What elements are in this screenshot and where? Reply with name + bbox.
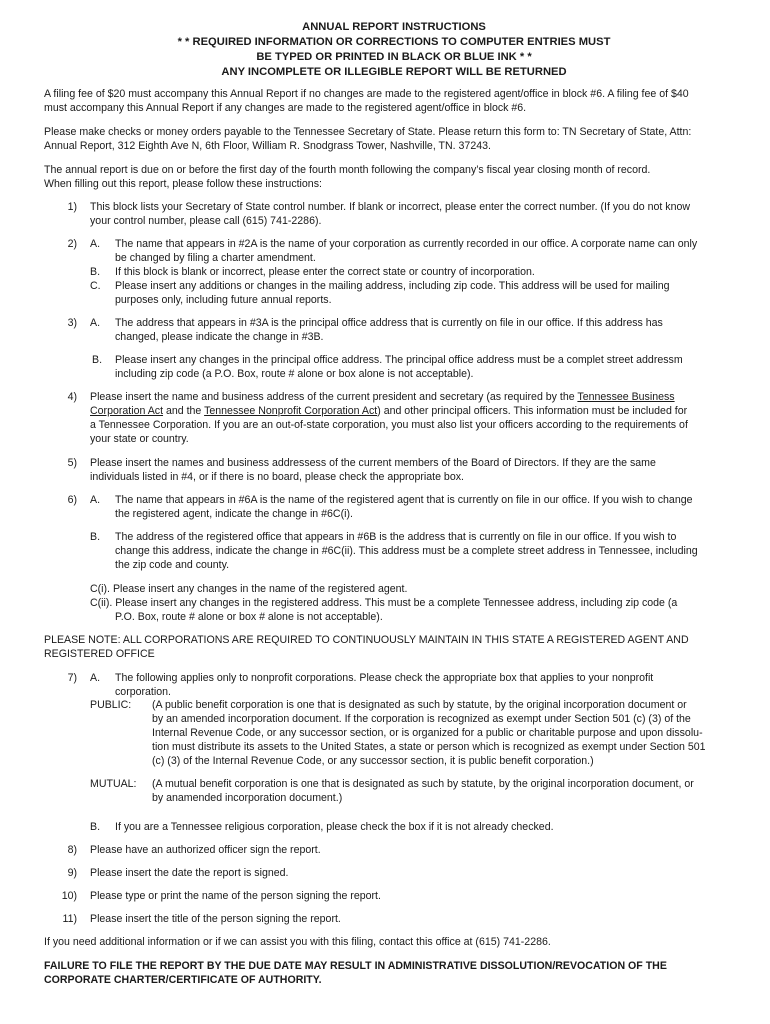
item-text: Please have an authorized officer sign the report. bbox=[90, 844, 321, 856]
sub-letter: B. bbox=[90, 266, 101, 278]
item-number: 9) bbox=[67, 867, 77, 879]
tn-nonprofit-corp-act-ref: Tennessee Nonprofit Corporation Act bbox=[204, 405, 378, 417]
item-number: 2) bbox=[67, 238, 77, 250]
item-text: Please insert any changes in the principal office address. The principal office address must be a complet street addressm bbox=[115, 354, 683, 366]
item-text: by an amended incorporation document. If the corporation is recognized as exempt under Section 501 (c) (3) of the bbox=[152, 713, 691, 725]
item-text: tion must distribute its assets to the United States, a state or person which is recognized as exempt under Section 501 bbox=[152, 741, 706, 753]
item-text: C(ii). Please insert any changes in the registered address. This must be a complete Tennessee address, including zip code (a bbox=[90, 597, 678, 609]
item-text: by anamended incorporation document.) bbox=[152, 792, 343, 804]
item-text: P.O. Box, route # alone or box # alone is not acceptable). bbox=[115, 611, 383, 623]
item-text: Please insert the names and business addressess of the current members of the Board of Directors. If they are the same bbox=[90, 457, 656, 469]
sub-letter: C. bbox=[90, 280, 101, 292]
sub-letter: B. bbox=[92, 354, 103, 366]
item-text: individuals listed in #4, or if there is no board, please check the appropriate box. bbox=[90, 471, 464, 483]
item-text: be changed by filing a charter amendment. bbox=[115, 252, 316, 264]
sub-letter: A. bbox=[90, 672, 101, 684]
item-number: 8) bbox=[67, 844, 77, 856]
item-text: Internal Revenue Code, or any successor section, or is organized for a public or charitable purpose and upon dissolu- bbox=[152, 727, 703, 739]
failure-warning-1: FAILURE TO FILE THE REPORT BY THE DUE DATE MAY RESULT IN ADMINISTRATIVE DISSOLUTION/REVOCATION OF THE bbox=[44, 960, 667, 972]
item-text: a Tennessee Corporation. If you are an out-of-state corporation, you must also list your officers according to the requirements of bbox=[90, 419, 688, 431]
item-number: 3) bbox=[67, 317, 77, 329]
sub-letter: B. bbox=[90, 531, 101, 543]
sub-letter: A. bbox=[90, 238, 101, 250]
item-text: The address of the registered office that appears in #6B is the address that is currently on file in our office. If you wish to bbox=[115, 531, 677, 543]
public-label: PUBLIC: bbox=[90, 699, 132, 711]
sub-letter: A. bbox=[90, 494, 101, 506]
item-text: The following applies only to nonprofit corporations. Please check the appropriate box that applies to your nonprofit bbox=[115, 672, 654, 684]
item-text bbox=[90, 391, 675, 405]
item-text bbox=[90, 405, 687, 419]
item-number: 11) bbox=[62, 913, 77, 925]
item-text: If this block is blank or incorrect, please enter the correct state or country of incorporation. bbox=[115, 266, 535, 278]
tn-business-corp-act-ref: Corporation Act bbox=[90, 405, 164, 417]
registered-agent-note-2: REGISTERED OFFICE bbox=[44, 648, 155, 660]
item-text: the zip code and county. bbox=[115, 559, 230, 571]
item-text: including zip code (a P.O. Box, route # alone or box alone is not acceptable). bbox=[115, 368, 474, 380]
item-text: (A mutual benefit corporation is one that is designated as such by statute, by the original incorporation document, or bbox=[152, 778, 694, 790]
due-line-2: When filling out this report, please follow these instructions: bbox=[44, 178, 322, 190]
item-text-part: ) and other principal officers. This information must be included for bbox=[377, 405, 688, 417]
tn-business-corp-act-ref: Tennessee Business bbox=[577, 391, 675, 403]
item-text-part: Please insert the name and business address of the current president and secretary (as required by the bbox=[90, 391, 578, 403]
item-text: This block lists your Secretary of State control number. If blank or incorrect, please enter the correct number. (If you do not know bbox=[90, 201, 691, 213]
item-number: 4) bbox=[67, 391, 77, 403]
title-line-1: ANNUAL REPORT INSTRUCTIONS bbox=[302, 21, 486, 33]
item-text: change this address, indicate the change in #6C(ii). This address must be a complete street address in Tennessee, including bbox=[115, 545, 698, 557]
payment-line-2: Annual Report, 312 Eighth Ave N, 6th Floor, William R. Snodgrass Tower, Nashville, TN. 37243. bbox=[44, 140, 491, 152]
item-text: purposes only, including future annual reports. bbox=[115, 294, 332, 306]
item-number: 1) bbox=[67, 201, 77, 213]
item-text: Please insert the title of the person signing the report. bbox=[90, 913, 341, 925]
fee-line-1: A filing fee of $20 must accompany this Annual Report if no changes are made to the registered agent/office in block #6. A filing fee of $40 bbox=[44, 88, 689, 100]
title-line-2: * * REQUIRED INFORMATION OR CORRECTIONS TO COMPUTER ENTRIES MUST bbox=[177, 36, 611, 48]
item-text: The name that appears in #2A is the name of your corporation as currently recorded in our office. A corporate name can only bbox=[115, 238, 698, 250]
contact-line: If you need additional information or if we can assist you with this filing, contact this office at (615) 741-2286. bbox=[44, 936, 551, 948]
fee-line-2: must accompany this Annual Report if any changes are made to the registered agent/office in block #6. bbox=[44, 102, 527, 114]
item-text: If you are a Tennessee religious corporation, please check the box if it is not already checked. bbox=[115, 821, 554, 833]
item-text: C(i). Please insert any changes in the name of the registered agent. bbox=[90, 583, 408, 595]
due-line-1: The annual report is due on or before the first day of the fourth month following the company’s fiscal year closing month of record. bbox=[44, 164, 651, 176]
item-number: 10) bbox=[61, 890, 77, 902]
item-text: your state or country. bbox=[90, 433, 189, 445]
item-text-part: and the bbox=[163, 405, 205, 417]
item-text: Please type or print the name of the person signing the report. bbox=[90, 890, 381, 902]
failure-warning-2: CORPORATE CHARTER/CERTIFICATE OF AUTHORITY. bbox=[44, 974, 322, 986]
payment-line-1: Please make checks or money orders payable to the Tennessee Secretary of State. Please return this form to: TN Secretary of State, Attn: bbox=[44, 126, 692, 138]
mutual-label: MUTUAL: bbox=[90, 778, 137, 790]
item-text: Please insert any additions or changes in the mailing address, including zip code. This address will be used for mailing bbox=[115, 280, 670, 292]
title-line-4: ANY INCOMPLETE OR ILLEGIBLE REPORT WILL BE RETURNED bbox=[221, 66, 567, 78]
item-number: 6) bbox=[67, 494, 77, 506]
item-text: The address that appears in #3A is the principal office address that is currently on file in our office. If this address has bbox=[115, 317, 663, 329]
item-number: 7) bbox=[67, 672, 77, 684]
item-text: your control number, please call (615) 741-2286). bbox=[90, 215, 322, 227]
item-number: 5) bbox=[67, 457, 77, 469]
registered-agent-note-1: PLEASE NOTE: ALL CORPORATIONS ARE REQUIRED TO CONTINUOUSLY MAINTAIN IN THIS STATE A REGISTERED AGENT AND bbox=[44, 634, 689, 646]
item-text: the registered agent, indicate the change in #6C(i). bbox=[115, 508, 353, 520]
item-text: (A public benefit corporation is one that is designated as such by statute, by the original incorporation document or bbox=[152, 699, 687, 711]
item-text: corporation. bbox=[115, 686, 171, 698]
item-text: The name that appears in #6A is the name of the registered agent that is currently on file in our office. If you wish to change bbox=[115, 494, 693, 506]
sub-letter: B. bbox=[90, 821, 101, 833]
item-text: changed, please indicate the change in #3B. bbox=[115, 331, 324, 343]
item-text: Please insert the date the report is signed. bbox=[90, 867, 289, 879]
sub-letter: A. bbox=[90, 317, 101, 329]
title-line-3: BE TYPED OR PRINTED IN BLACK OR BLUE INK * * bbox=[256, 51, 532, 63]
item-text: (c) (3) of the Internal Revenue Code, or any successor section, it is public benefit corporation.) bbox=[152, 755, 594, 767]
